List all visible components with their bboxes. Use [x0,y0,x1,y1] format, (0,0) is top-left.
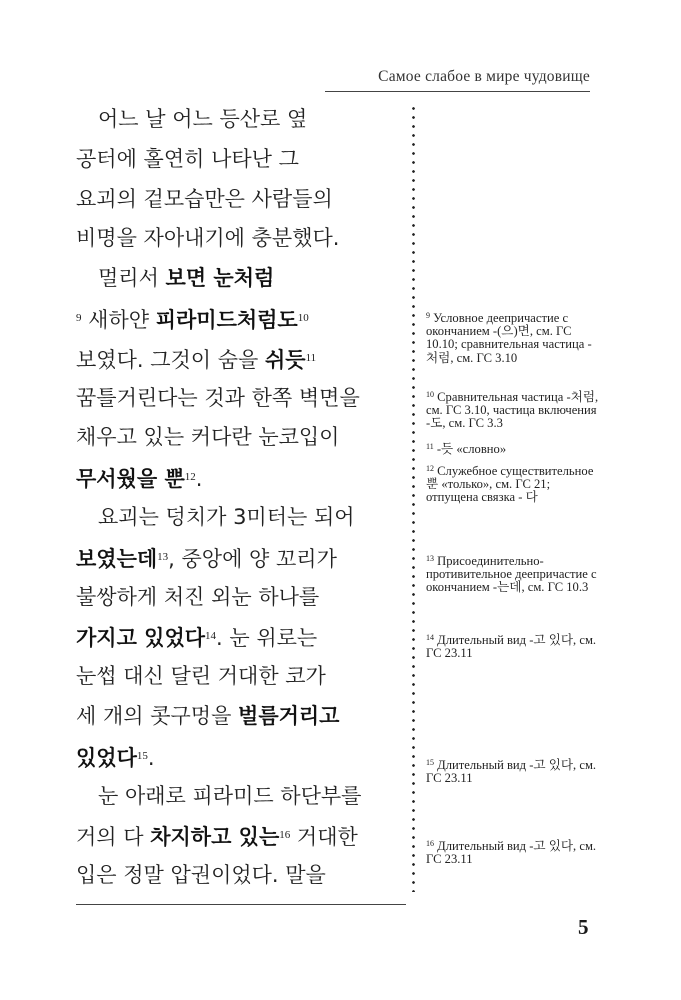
text-line [76,259,411,299]
bold-phrase: 차지하고 있는 [150,825,280,850]
footnote [426,552,601,595]
text-segment: 거의 다 [76,825,151,850]
footnote-text: Длительный вид -고 있다, см. ГС 23.11 [426,633,597,661]
footnote-ref: 16 [279,829,291,842]
footnote-text: Длительный вид -고 있다, см. ГС 23.11 [426,839,597,867]
bottom-rule [76,904,406,905]
text-segment: 멀리서 [98,266,166,291]
footnote [426,440,601,456]
footnote [426,309,601,365]
text-segment: 거대한 [290,825,358,850]
text-line [76,657,411,697]
running-header: Самое слабое в мире чудовище [378,68,590,85]
text-segment: . [195,467,203,492]
footnote [426,837,601,866]
text-segment: 보였다. 그것이 숨을 [76,347,265,372]
footnote-number: 14 [426,633,434,642]
text-line [76,737,411,777]
text-line [76,856,411,896]
text-segment: . 눈 위로는 [216,626,318,651]
footnote-number: 15 [426,758,434,767]
text-line [76,777,411,817]
text-line [76,538,411,578]
text-line [76,617,411,657]
footnote-ref: 12 [184,471,196,484]
text-line [76,219,411,259]
text-segment: 눈썹 대신 달린 거대한 코가 [76,664,326,689]
text-segment: 새하얀 [81,307,156,332]
text-line [76,458,411,498]
footnote-ref: 11 [305,351,317,364]
header-rule [325,91,590,92]
footnote-ref: 9 [76,311,82,324]
footnote [426,756,601,785]
footnote-text: Сравнительная частица -처럼, см. ГС 3.10, частица включения -도, см. ГС 3.3 [426,390,599,431]
footnote-text: -듯 «словно» [436,442,507,456]
text-segment: 요괴의 겉모습만은 사람들의 [76,186,333,211]
footnote-ref: 10 [297,311,309,324]
text-segment: 어느 날 어느 등산로 옆 [98,107,308,131]
footnote-text: Длительный вид -고 있다, см. ГС 23.11 [426,758,597,786]
text-segment: 채우고 있는 커다란 눈코입이 [76,425,340,450]
text-line [76,418,411,458]
footnote [426,631,601,660]
footnote-ref: 14 [205,630,217,643]
text-line [76,339,411,379]
text-line [76,180,411,220]
main-text [76,100,411,896]
footnote-ref: 13 [157,550,169,563]
text-segment: 비명을 자아내기에 충분했다. [76,226,340,251]
text-segment: 세 개의 콧구멍을 [76,703,239,728]
footnote-text: Присоединительно-противительное деепричастие с окончанием -는데, см. ГС 10.3 [426,554,597,595]
footnote-number: 12 [426,464,434,473]
footnote-number: 11 [426,442,434,451]
footnote-text: Служебное существительное 뿐 «только», см. ГС 21; отпущена связка - 다 [426,464,594,505]
text-segment: 입은 정말 압권이었다. 말을 [76,863,326,888]
bold-phrase: 보였는데 [76,546,158,571]
text-line [76,299,411,339]
footnote-number: 16 [426,839,434,848]
text-segment: 꿈틀거린다는 것과 한쪽 벽면을 [76,385,360,410]
footnote-text: Условное деепричастие с окончанием -(으)면, см. ГС 10.10; сравнительная частица -처럼, см. ГС 3.10 [426,311,592,365]
text-segment: , 중앙에 양 꼬리가 [168,546,337,571]
text-segment: . [147,745,155,770]
dotted-divider [412,104,415,892]
text-line [76,379,411,419]
text-segment: 불쌍하게 처진 외눈 하나를 [76,584,320,609]
footnote [426,462,601,505]
text-line [76,498,411,538]
bold-phrase: 피라미드처럼도 [155,307,298,332]
footnote-ref: 15 [136,749,148,762]
bold-phrase: 무서웠을 뿐 [76,467,185,492]
page-number: 5 [578,915,589,939]
footnote [426,388,601,431]
bold-phrase: 가지고 있었다 [76,626,206,651]
bold-phrase: 쉬듯 [265,347,306,372]
text-line [76,140,411,180]
footnote-number: 13 [426,554,434,563]
text-line [76,697,411,737]
text-segment: 요괴는 덩치가 3미터는 되어 [98,504,355,529]
text-line [76,578,411,618]
footnote-number: 10 [426,390,434,399]
bold-phrase: 있었다 [76,745,137,770]
bold-phrase: 벌름거리고 [238,703,340,728]
text-segment: 눈 아래로 피라미드 하단부를 [98,783,362,808]
text-line [76,816,411,856]
bold-phrase: 보면 눈처럼 [165,266,275,291]
text-line [76,100,411,140]
footnote-number: 9 [426,311,430,320]
text-segment: 공터에 홀연히 나타난 그 [76,146,299,171]
